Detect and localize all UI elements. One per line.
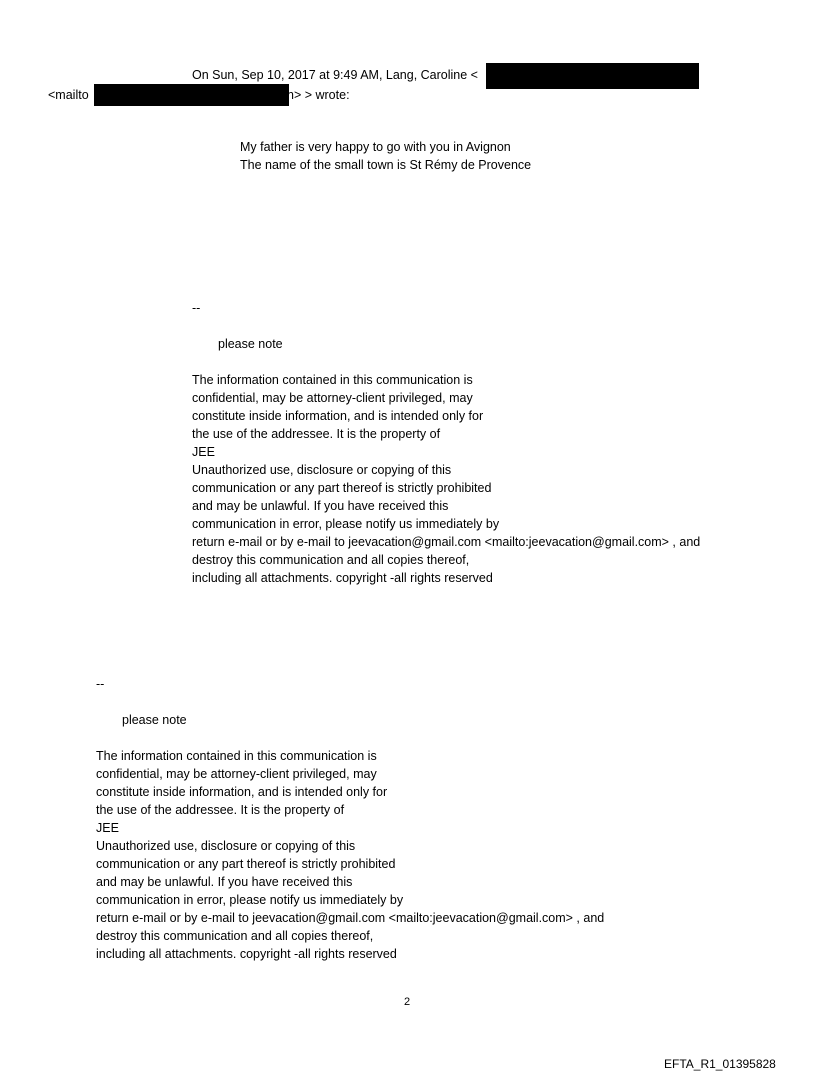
- disclaimer-line: communication in error, please notify us immediately by: [192, 517, 500, 531]
- disclaimer-line: destroy this communication and all copies thereof,: [192, 553, 470, 567]
- disclaimer-line: destroy this communication and all copies thereof,: [96, 929, 374, 943]
- disclaimer-line: JEE: [192, 445, 215, 459]
- disclaimer-line: confidential, may be attorney-client privileged, may: [192, 391, 473, 405]
- disclaimer-line: Unauthorized use, disclosure or copying of this: [192, 463, 452, 477]
- disclaimer-line: confidential, may be attorney-client privileged, may: [96, 767, 377, 781]
- disclaimer-line: return e-mail or by e-mail to jeevacation@gmail.com <mailto:jeevacation@gmail.com> , and: [96, 911, 605, 925]
- disclaimer-line: communication or any part thereof is strictly prohibited: [96, 857, 396, 871]
- disclaimer-line: constitute inside information, and is intended only for: [96, 785, 388, 799]
- signature-note: please note: [218, 337, 283, 351]
- disclaimer-line: The information contained in this communication is: [96, 749, 377, 763]
- disclaimer-line: JEE: [96, 821, 119, 835]
- disclaimer-line: return e-mail or by e-mail to jeevacation@gmail.com <mailto:jeevacation@gmail.com> , and: [192, 535, 701, 549]
- quote-attribution-line-1: On Sun, Sep 10, 2017 at 9:49 AM, Lang, Caroline <: [192, 68, 478, 82]
- disclaimer-line: and may be unlawful. If you have received this: [96, 875, 353, 889]
- disclaimer-line: including all attachments. copyright -all rights reserved: [96, 947, 397, 961]
- document-id: EFTA_R1_01395828: [664, 1057, 776, 1071]
- disclaimer-line: and may be unlawful. If you have received this: [192, 499, 449, 513]
- disclaimer-line: the use of the addressee. It is the property of: [96, 803, 345, 817]
- disclaimer-line: constitute inside information, and is intended only for: [192, 409, 484, 423]
- signature-note: please note: [122, 713, 187, 727]
- quote-attribution-mailto: <mailto: [48, 88, 89, 102]
- signature-separator: --: [192, 301, 201, 315]
- redaction-box-mailto: [94, 84, 289, 106]
- quote-attribution-wrote: n> > wrote:: [287, 88, 350, 102]
- signature-disclaimer: [96, 747, 604, 963]
- signature-separator: --: [96, 677, 105, 691]
- disclaimer-line: communication in error, please notify us immediately by: [96, 893, 404, 907]
- disclaimer-line: the use of the addressee. It is the property of: [192, 427, 441, 441]
- disclaimer-line: The information contained in this communication is: [192, 373, 473, 387]
- signature-disclaimer: [192, 371, 700, 587]
- message-body: [240, 138, 531, 174]
- disclaimer-line: communication or any part thereof is strictly prohibited: [192, 481, 492, 495]
- disclaimer-line: including all attachments. copyright -all rights reserved: [192, 571, 493, 585]
- disclaimer-line: Unauthorized use, disclosure or copying of this: [96, 839, 356, 853]
- page-number: 2: [404, 996, 411, 1008]
- message-line: My father is very happy to go with you in Avignon: [240, 140, 511, 154]
- redaction-box-email: [486, 63, 699, 89]
- message-line: The name of the small town is St Rémy de Provence: [240, 158, 532, 172]
